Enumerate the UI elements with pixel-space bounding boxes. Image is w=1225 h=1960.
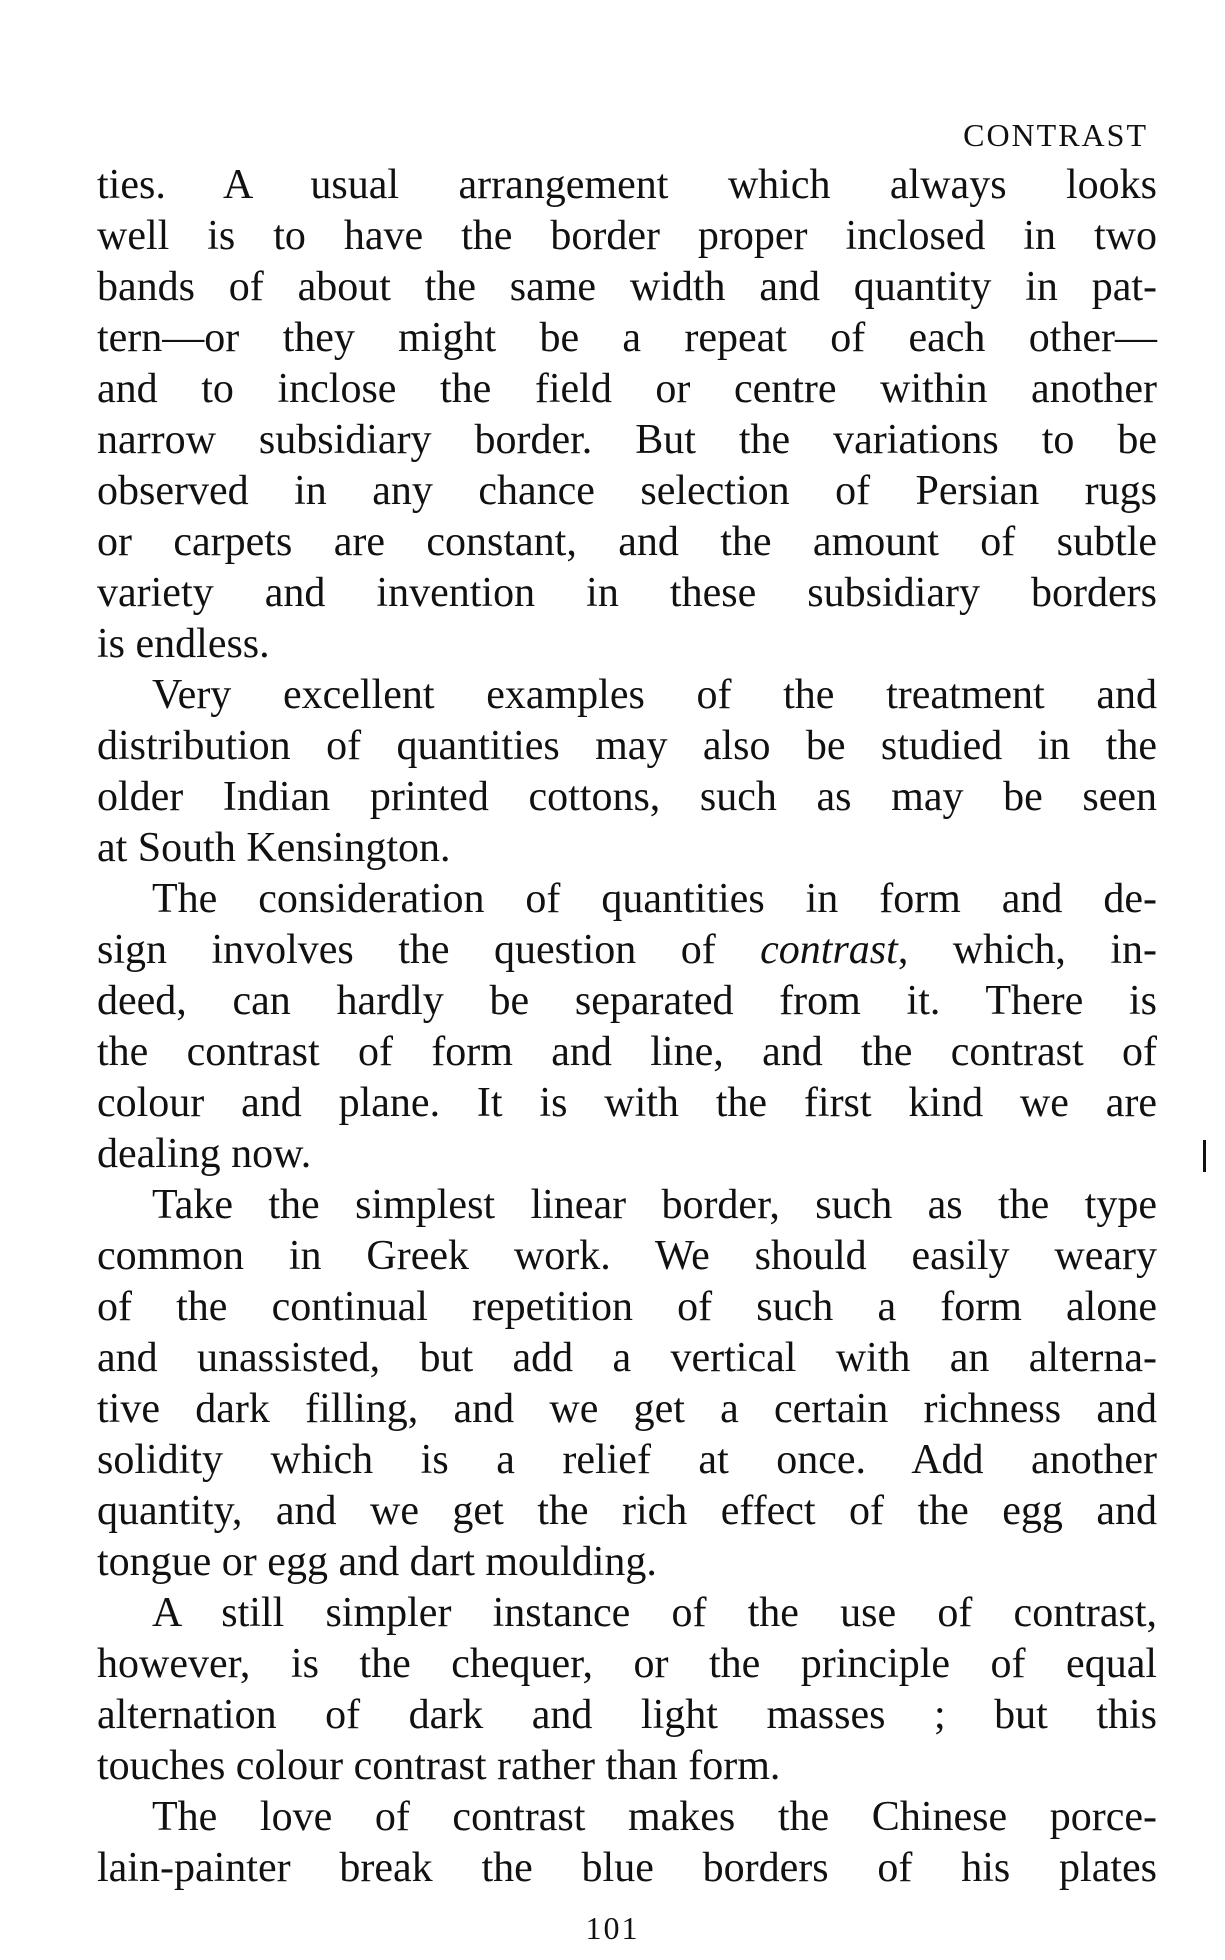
text-line: tive dark filling, and we get a certain richness and bbox=[97, 1386, 1157, 1432]
text-line: quantity, and we get the rich effect of the egg and bbox=[97, 1488, 1157, 1534]
text-line: Very excellent examples of the treatment and bbox=[152, 672, 1157, 718]
text-line: dealing now. bbox=[97, 1131, 312, 1177]
text-line: A still simpler instance of the use of contrast, bbox=[152, 1590, 1157, 1636]
text-line: observed in any chance selection of Persian rugs bbox=[97, 468, 1157, 514]
text-line: The consideration of quantities in form and de- bbox=[152, 876, 1157, 922]
text-line: deed, can hardly be separated from it. There is bbox=[97, 978, 1157, 1024]
text-line: of the continual repetition of such a form alone bbox=[97, 1284, 1157, 1330]
text-segment: , which, in- bbox=[897, 927, 1157, 973]
text-line: alternation of dark and light masses ; but this bbox=[97, 1692, 1157, 1738]
text-line: tongue or egg and dart moulding. bbox=[97, 1539, 657, 1585]
text-line: tern—or they might be a repeat of each other— bbox=[97, 315, 1157, 361]
text-line: touches colour contrast rather than form. bbox=[97, 1743, 781, 1789]
italic-word: contrast bbox=[760, 927, 898, 973]
page-number: 101 bbox=[585, 1910, 640, 1946]
text-line: well is to have the border proper inclosed in two bbox=[97, 213, 1157, 259]
text-segment: sign involves the question of bbox=[97, 927, 716, 973]
text-line: colour and plane. It is with the first kind we are bbox=[97, 1080, 1157, 1126]
text-line: ties. A usual arrangement which always looks bbox=[97, 162, 1157, 208]
text-line: however, is the chequer, or the principle of equal bbox=[97, 1641, 1157, 1687]
text-line: or carpets are constant, and the amount of subtle bbox=[97, 519, 1157, 565]
text-line: and to inclose the field or centre within another bbox=[97, 366, 1157, 412]
text-line: older Indian printed cottons, such as may be seen bbox=[97, 774, 1157, 820]
text-line: lain-painter break the blue borders of his plates bbox=[97, 1845, 1157, 1891]
text-line: bands of about the same width and quantity in pat- bbox=[97, 264, 1157, 310]
text-line: common in Greek work. We should easily weary bbox=[97, 1233, 1157, 1279]
text-line bbox=[97, 925, 1157, 976]
text-line: the contrast of form and line, and the contrast of bbox=[97, 1029, 1157, 1075]
text-line: narrow subsidiary border. But the variations to be bbox=[97, 417, 1157, 463]
text-line: is endless. bbox=[97, 621, 270, 667]
text-line: at South Kensington. bbox=[97, 825, 451, 871]
running-head: CONTRAST bbox=[963, 117, 1148, 153]
text-line: Take the simplest linear border, such as the type bbox=[152, 1182, 1157, 1228]
text-line: distribution of quantities may also be studied in the bbox=[97, 723, 1157, 769]
body-text bbox=[97, 160, 1157, 1894]
text-line: variety and invention in these subsidiary borders bbox=[97, 570, 1157, 616]
text-line: solidity which is a relief at once. Add another bbox=[97, 1437, 1157, 1483]
margin-mark bbox=[1203, 1140, 1206, 1172]
text-line: and unassisted, but add a vertical with an alterna- bbox=[97, 1335, 1157, 1381]
text-line: The love of contrast makes the Chinese porce- bbox=[152, 1794, 1157, 1840]
